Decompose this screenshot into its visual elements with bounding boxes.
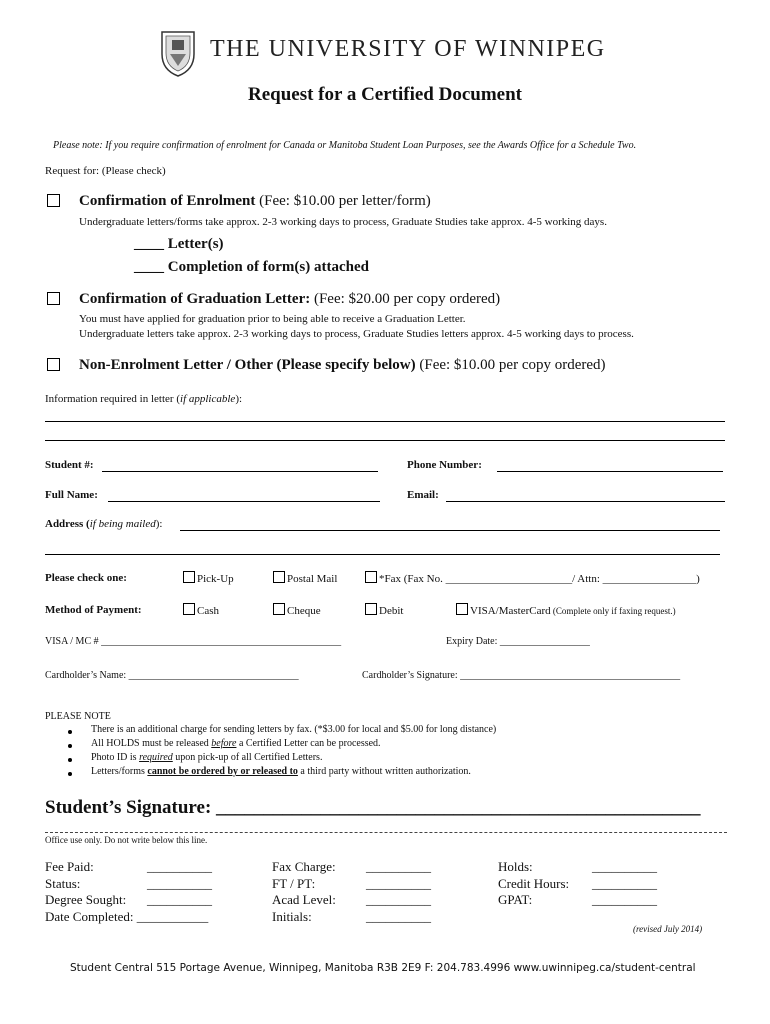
holds-label: Holds: [498,859,533,874]
fax-label: *Fax (Fax No. _______________________/ Attn: _________________) [379,573,700,585]
student-number-label: Student #: [45,459,94,471]
ft-pt-label: FT / PT: [272,875,316,891]
non-enrolment-checkbox[interactable] [47,358,60,371]
address-label: Address (if being mailed): [45,518,163,530]
office-col3-blanks [592,859,657,909]
forms-label: Completion of form(s) attached [167,259,369,275]
office-col1-blanks [147,859,212,909]
cardholder-signature-field[interactable]: Cardholder’s Signature: ____________________________________________ [362,670,681,681]
letters-blank[interactable]: ____ [134,236,164,252]
letters-option [134,236,224,253]
note-holds: All HOLDS must be released before a Certified Letter can be processed. [91,738,381,749]
visa-label: VISA/MasterCard [470,605,551,617]
pickup-checkbox[interactable] [183,571,195,583]
cheque-option[interactable] [273,603,321,617]
ft-pt-field[interactable]: __________ [366,875,431,891]
payment-label: Method of Payment: [45,604,142,616]
page-title: Request for a Certified Document [247,84,523,105]
acad-level-field[interactable]: __________ [366,892,431,907]
option-non-enrolment-fee: (Fee: $10.00 per copy ordered) [415,357,606,373]
fax-charge-label: Fax Charge: [272,859,336,874]
credit-hours-label: Credit Hours: [498,875,570,891]
fax-checkbox[interactable] [365,571,377,583]
footer-contact: Student Central 515 Portage Avenue, Winnipeg, Manitoba R3B 2E9 F: 204.783.4996 www.uwinnipeg.ca/student-central [70,962,696,974]
visa-note: (Complete only if faxing request.) [550,606,676,616]
forms-option [134,259,369,276]
university-crest-logo [158,28,198,78]
postal-label: Postal Mail [287,573,338,585]
cheque-label: Cheque [287,605,321,617]
pickup-option[interactable] [183,571,234,585]
info-line-2[interactable] [45,440,725,441]
bullet-icon [68,744,72,748]
office-col2-blanks [366,859,431,925]
check-one-label: Please check one: [45,572,127,584]
fax-charge-field[interactable]: __________ [366,859,431,874]
enrolment-detail: Undergraduate letters/forms take approx. 2-3 working days to process, Graduate Studies take approx. 4-5 working days. [79,216,607,228]
note-photo-id: Photo ID is required upon pick-up of all Certified Letters. [91,752,323,763]
bullet-icon [68,772,72,776]
holds-field[interactable]: __________ [592,859,657,874]
cash-option[interactable] [183,603,219,617]
credit-hours-field[interactable]: __________ [592,875,657,891]
address-field-2[interactable] [45,554,720,555]
pickup-label: Pick-Up [197,573,234,585]
bullet-icon [68,758,72,762]
option-graduation [79,291,500,308]
visa-mc-number-field[interactable]: VISA / MC # ________________________________________________ [45,636,342,647]
email-field[interactable] [446,501,725,502]
bullet-icon [68,730,72,734]
cash-checkbox[interactable] [183,603,195,615]
fee-paid-label: Fee Paid: [45,859,94,874]
acad-level-label: Acad Level: [272,892,336,907]
student-number-field[interactable] [102,471,378,472]
fax-option[interactable] [365,571,700,585]
expiry-date-field[interactable]: Expiry Date: __________________ [446,636,590,647]
visa-option[interactable] [456,603,676,617]
option-enrolment-label: Confirmation of Enrolment [79,193,256,209]
degree-sought-field[interactable]: __________ [147,892,212,907]
graduation-detail-2: Undergraduate letters take approx. 2-3 working days to process, Graduate Studies letters approx. 4-5 working days to process. [79,328,634,340]
option-enrolment [79,193,431,210]
please-note-heading: PLEASE NOTE [45,711,111,722]
note-third-party: Letters/forms cannot be ordered by or released to a third party without written authorization. [91,766,471,777]
address-field[interactable] [180,530,720,531]
loan-note: Please note: If you require confirmation of enrolment for Canada or Manitoba Student Loan Purposes, see the Awards Office for a Schedule Two. [53,140,637,151]
initials-label: Initials: [272,908,312,924]
postal-checkbox[interactable] [273,571,285,583]
option-graduation-label: Confirmation of Graduation Letter: [79,291,311,307]
gpat-label: GPAT: [498,892,533,907]
institution-name: THE UNIVERSITY OF WINNIPEG [210,36,606,62]
full-name-label: Full Name: [45,489,98,501]
debit-label: Debit [379,605,404,617]
cardholder-name-field[interactable]: Cardholder’s Name: __________________________________ [45,670,299,681]
initials-field[interactable]: __________ [366,908,431,924]
office-use-label: Office use only. Do not write below this line. [45,835,208,845]
email-label: Email: [407,489,439,501]
office-col3-labels [498,859,569,909]
request-for-label: Request for: (Please check) [45,165,166,177]
phone-field[interactable] [497,471,723,472]
status-label: Status: [45,875,81,891]
cash-label: Cash [197,605,219,617]
debit-option[interactable] [365,603,403,617]
postal-option[interactable] [273,571,337,585]
graduation-detail-1: You must have applied for graduation prior to being able to receive a Graduation Letter. [79,313,466,325]
enrolment-checkbox[interactable] [47,194,60,207]
office-col2-labels [272,859,336,925]
office-cutoff-line [45,832,727,833]
degree-sought-label: Degree Sought: [45,892,127,907]
phone-label: Phone Number: [407,459,482,471]
letters-label: Letter(s) [167,236,224,252]
date-completed-field[interactable]: Date Completed: ___________ [45,908,209,924]
fee-paid-field[interactable]: __________ [147,859,212,874]
gpat-field[interactable]: __________ [592,892,657,907]
full-name-field[interactable] [108,501,380,502]
student-signature-field[interactable]: Student’s Signature: ___________________________________________________ [45,797,701,818]
info-required-label: Information required in letter (if applicable): [45,393,243,405]
note-fax-charge: There is an additional charge for sending letters by fax. (*$3.00 for local and $5.00 for long distance) [91,724,497,735]
cheque-checkbox[interactable] [273,603,285,615]
info-line-1[interactable] [45,421,725,422]
option-enrolment-fee: (Fee: $10.00 per letter/form) [255,193,431,209]
forms-blank[interactable]: ____ [134,259,164,275]
graduation-checkbox[interactable] [47,292,60,305]
option-graduation-fee: (Fee: $20.00 per copy ordered) [310,291,501,307]
option-non-enrolment [79,357,606,374]
debit-checkbox[interactable] [365,603,377,615]
option-non-enrolment-label: Non-Enrolment Letter / Other (Please specify below) [79,357,416,373]
status-field[interactable]: __________ [147,875,212,891]
revised-date: (revised July 2014) [633,924,703,934]
visa-checkbox[interactable] [456,603,468,615]
